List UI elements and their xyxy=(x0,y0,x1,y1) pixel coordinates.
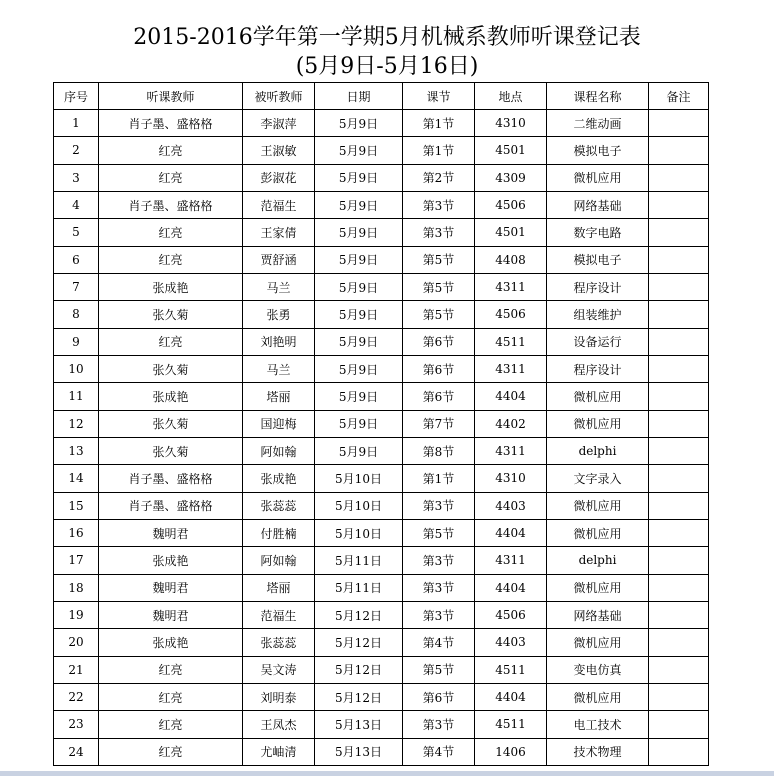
cell-index: 2 xyxy=(54,137,99,164)
cell-teacher: 吴文涛 xyxy=(243,656,315,683)
cell-date: 5月12日 xyxy=(315,629,403,656)
cell-course: 设备运行 xyxy=(547,328,649,355)
cell-observer: 肖子墨、盛格格 xyxy=(99,110,243,137)
cell-course: 文字录入 xyxy=(547,465,649,492)
cell-observer: 红亮 xyxy=(99,219,243,246)
cell-room: 4404 xyxy=(475,683,547,710)
header-cell-observer: 听课教师 xyxy=(99,83,243,110)
cell-room: 4402 xyxy=(475,410,547,437)
cell-index: 24 xyxy=(54,738,99,765)
cell-course: delphi xyxy=(547,437,649,464)
cell-index: 18 xyxy=(54,574,99,601)
cell-room: 4311 xyxy=(475,547,547,574)
cell-observer: 红亮 xyxy=(99,711,243,738)
cell-date: 5月9日 xyxy=(315,137,403,164)
cell-observer: 肖子墨、盛格格 xyxy=(99,465,243,492)
cell-index: 20 xyxy=(54,629,99,656)
cell-index: 19 xyxy=(54,601,99,628)
cell-room: 4506 xyxy=(475,191,547,218)
cell-room: 4506 xyxy=(475,601,547,628)
cell-date: 5月10日 xyxy=(315,492,403,519)
cell-course: 网络基础 xyxy=(547,601,649,628)
cell-remarks xyxy=(649,519,709,546)
table-row xyxy=(54,137,709,164)
cell-course: 电工技术 xyxy=(547,711,649,738)
cell-remarks xyxy=(649,273,709,300)
cell-period: 第5节 xyxy=(403,519,475,546)
cell-course: 组装维护 xyxy=(547,301,649,328)
cell-teacher: 张蕊蕊 xyxy=(243,492,315,519)
cell-teacher: 张蕊蕊 xyxy=(243,629,315,656)
cell-remarks xyxy=(649,410,709,437)
cell-observer: 魏明君 xyxy=(99,519,243,546)
cell-observer: 张成艳 xyxy=(99,383,243,410)
cell-date: 5月9日 xyxy=(315,328,403,355)
cell-period: 第3节 xyxy=(403,547,475,574)
cell-teacher: 刘艳明 xyxy=(243,328,315,355)
cell-course: 程序设计 xyxy=(547,273,649,300)
cell-teacher: 马兰 xyxy=(243,355,315,382)
cell-index: 5 xyxy=(54,219,99,246)
header-row xyxy=(54,83,709,110)
table-row xyxy=(54,547,709,574)
cell-index: 13 xyxy=(54,437,99,464)
cell-teacher: 张勇 xyxy=(243,301,315,328)
cell-remarks xyxy=(649,246,709,273)
cell-remarks xyxy=(649,219,709,246)
cell-observer: 红亮 xyxy=(99,738,243,765)
cell-date: 5月9日 xyxy=(315,110,403,137)
cell-teacher: 王家倩 xyxy=(243,219,315,246)
cell-remarks xyxy=(649,328,709,355)
cell-period: 第2节 xyxy=(403,164,475,191)
cell-room: 4511 xyxy=(475,328,547,355)
cell-observer: 红亮 xyxy=(99,683,243,710)
cell-index: 14 xyxy=(54,465,99,492)
cell-period: 第4节 xyxy=(403,738,475,765)
cell-room: 4511 xyxy=(475,711,547,738)
cell-room: 4403 xyxy=(475,629,547,656)
cell-index: 21 xyxy=(54,656,99,683)
cell-course: 微机应用 xyxy=(547,410,649,437)
cell-index: 17 xyxy=(54,547,99,574)
cell-remarks xyxy=(649,110,709,137)
cell-period: 第6节 xyxy=(403,383,475,410)
header-cell-period: 课节 xyxy=(403,83,475,110)
document-title: 2015-2016学年第一学期5月机械系教师听课登记表 xyxy=(133,25,641,50)
cell-remarks xyxy=(649,137,709,164)
table-row xyxy=(54,110,709,137)
cell-index: 16 xyxy=(54,519,99,546)
table-row xyxy=(54,574,709,601)
window-bottom-edge xyxy=(0,771,774,776)
cell-teacher: 张成艳 xyxy=(243,465,315,492)
cell-observer: 魏明君 xyxy=(99,574,243,601)
cell-period: 第3节 xyxy=(403,219,475,246)
header-cell-index: 序号 xyxy=(54,83,99,110)
cell-observer: 红亮 xyxy=(99,246,243,273)
cell-date: 5月12日 xyxy=(315,601,403,628)
table-row xyxy=(54,191,709,218)
cell-observer: 红亮 xyxy=(99,328,243,355)
cell-period: 第5节 xyxy=(403,246,475,273)
cell-room: 4506 xyxy=(475,301,547,328)
cell-teacher: 范福生 xyxy=(243,191,315,218)
cell-course: 数字电路 xyxy=(547,219,649,246)
cell-course: 微机应用 xyxy=(547,683,649,710)
cell-teacher: 彭淑花 xyxy=(243,164,315,191)
cell-date: 5月9日 xyxy=(315,410,403,437)
cell-observer: 红亮 xyxy=(99,164,243,191)
cell-teacher: 贾舒涵 xyxy=(243,246,315,273)
cell-remarks xyxy=(649,437,709,464)
cell-observer: 张久菊 xyxy=(99,301,243,328)
cell-room: 4310 xyxy=(475,465,547,492)
table-row xyxy=(54,711,709,738)
cell-course: 程序设计 xyxy=(547,355,649,382)
cell-teacher: 国迎梅 xyxy=(243,410,315,437)
cell-observer: 肖子墨、盛格格 xyxy=(99,492,243,519)
table-row xyxy=(54,437,709,464)
cell-index: 8 xyxy=(54,301,99,328)
cell-room: 4311 xyxy=(475,355,547,382)
cell-period: 第8节 xyxy=(403,437,475,464)
header-cell-remarks: 备注 xyxy=(649,83,709,110)
cell-period: 第1节 xyxy=(403,465,475,492)
cell-period: 第1节 xyxy=(403,110,475,137)
cell-remarks xyxy=(649,547,709,574)
cell-remarks xyxy=(649,656,709,683)
cell-period: 第1节 xyxy=(403,137,475,164)
table-row xyxy=(54,492,709,519)
table-row xyxy=(54,355,709,382)
cell-date: 5月13日 xyxy=(315,738,403,765)
cell-index: 7 xyxy=(54,273,99,300)
cell-teacher: 马兰 xyxy=(243,273,315,300)
cell-course: 微机应用 xyxy=(547,629,649,656)
cell-period: 第5节 xyxy=(403,656,475,683)
cell-course: 微机应用 xyxy=(547,383,649,410)
cell-period: 第5节 xyxy=(403,273,475,300)
cell-period: 第5节 xyxy=(403,301,475,328)
cell-period: 第3节 xyxy=(403,711,475,738)
cell-index: 3 xyxy=(54,164,99,191)
cell-room: 4309 xyxy=(475,164,547,191)
cell-room: 4403 xyxy=(475,492,547,519)
cell-period: 第6节 xyxy=(403,328,475,355)
cell-observer: 魏明君 xyxy=(99,601,243,628)
table-row xyxy=(54,383,709,410)
cell-course: 变电仿真 xyxy=(547,656,649,683)
cell-index: 11 xyxy=(54,383,99,410)
table-row xyxy=(54,219,709,246)
cell-observer: 红亮 xyxy=(99,137,243,164)
cell-date: 5月9日 xyxy=(315,437,403,464)
cell-period: 第3节 xyxy=(403,601,475,628)
cell-date: 5月9日 xyxy=(315,164,403,191)
cell-observer: 肖子墨、盛格格 xyxy=(99,191,243,218)
cell-observer: 张久菊 xyxy=(99,355,243,382)
cell-period: 第4节 xyxy=(403,629,475,656)
cell-observer: 张成艳 xyxy=(99,273,243,300)
document-subtitle: (5月9日-5月16日) xyxy=(295,54,479,79)
cell-remarks xyxy=(649,465,709,492)
cell-remarks xyxy=(649,164,709,191)
cell-remarks xyxy=(649,355,709,382)
cell-teacher: 王淑敏 xyxy=(243,137,315,164)
cell-date: 5月9日 xyxy=(315,191,403,218)
cell-course: 微机应用 xyxy=(547,164,649,191)
cell-room: 4311 xyxy=(475,273,547,300)
cell-course: 模拟电子 xyxy=(547,137,649,164)
cell-observer: 张久菊 xyxy=(99,437,243,464)
cell-index: 9 xyxy=(54,328,99,355)
cell-remarks xyxy=(649,601,709,628)
header-cell-teacher: 被听教师 xyxy=(243,83,315,110)
cell-period: 第3节 xyxy=(403,492,475,519)
cell-remarks xyxy=(649,301,709,328)
header-cell-room: 地点 xyxy=(475,83,547,110)
cell-course: 模拟电子 xyxy=(547,246,649,273)
cell-teacher: 塔丽 xyxy=(243,574,315,601)
table-body xyxy=(54,110,709,766)
table-row xyxy=(54,301,709,328)
cell-room: 4311 xyxy=(475,437,547,464)
cell-teacher: 阿如翰 xyxy=(243,437,315,464)
cell-remarks xyxy=(649,711,709,738)
cell-teacher: 范福生 xyxy=(243,601,315,628)
cell-period: 第6节 xyxy=(403,683,475,710)
cell-remarks xyxy=(649,191,709,218)
cell-date: 5月9日 xyxy=(315,383,403,410)
cell-course: 技术物理 xyxy=(547,738,649,765)
cell-date: 5月9日 xyxy=(315,219,403,246)
cell-index: 15 xyxy=(54,492,99,519)
cell-date: 5月11日 xyxy=(315,574,403,601)
cell-observer: 张久菊 xyxy=(99,410,243,437)
cell-date: 5月9日 xyxy=(315,273,403,300)
cell-teacher: 尤岫清 xyxy=(243,738,315,765)
cell-teacher: 刘明泰 xyxy=(243,683,315,710)
cell-date: 5月12日 xyxy=(315,656,403,683)
cell-index: 22 xyxy=(54,683,99,710)
table-row xyxy=(54,246,709,273)
cell-teacher: 李淑萍 xyxy=(243,110,315,137)
cell-index: 4 xyxy=(54,191,99,218)
table-row xyxy=(54,601,709,628)
table-row xyxy=(54,273,709,300)
cell-remarks xyxy=(649,574,709,601)
cell-remarks xyxy=(649,738,709,765)
cell-course: 微机应用 xyxy=(547,492,649,519)
cell-observer: 张成艳 xyxy=(99,547,243,574)
cell-room: 4408 xyxy=(475,246,547,273)
cell-remarks xyxy=(649,383,709,410)
cell-room: 4501 xyxy=(475,137,547,164)
table-row xyxy=(54,683,709,710)
cell-period: 第7节 xyxy=(403,410,475,437)
table-row xyxy=(54,629,709,656)
cell-index: 10 xyxy=(54,355,99,382)
header-cell-course: 课程名称 xyxy=(547,83,649,110)
cell-date: 5月9日 xyxy=(315,246,403,273)
cell-remarks xyxy=(649,683,709,710)
cell-room: 4310 xyxy=(475,110,547,137)
cell-room: 4404 xyxy=(475,383,547,410)
cell-date: 5月9日 xyxy=(315,355,403,382)
cell-observer: 红亮 xyxy=(99,656,243,683)
table-row xyxy=(54,164,709,191)
table-row xyxy=(54,519,709,546)
cell-teacher: 阿如翰 xyxy=(243,547,315,574)
cell-teacher: 付胜楠 xyxy=(243,519,315,546)
cell-teacher: 王凤杰 xyxy=(243,711,315,738)
cell-room: 1406 xyxy=(475,738,547,765)
cell-course: 微机应用 xyxy=(547,519,649,546)
cell-room: 4404 xyxy=(475,519,547,546)
cell-course: 微机应用 xyxy=(547,574,649,601)
cell-date: 5月10日 xyxy=(315,519,403,546)
cell-observer: 张成艳 xyxy=(99,629,243,656)
cell-teacher: 塔丽 xyxy=(243,383,315,410)
table-row xyxy=(54,328,709,355)
table-row xyxy=(54,738,709,765)
cell-room: 4501 xyxy=(475,219,547,246)
lecture-attendance-table xyxy=(53,82,709,766)
header-cell-date: 日期 xyxy=(315,83,403,110)
cell-course: 二维动画 xyxy=(547,110,649,137)
table-row xyxy=(54,656,709,683)
cell-date: 5月10日 xyxy=(315,465,403,492)
cell-date: 5月11日 xyxy=(315,547,403,574)
cell-period: 第6节 xyxy=(403,355,475,382)
cell-index: 6 xyxy=(54,246,99,273)
table-row xyxy=(54,410,709,437)
cell-date: 5月12日 xyxy=(315,683,403,710)
cell-remarks xyxy=(649,629,709,656)
cell-room: 4511 xyxy=(475,656,547,683)
cell-remarks xyxy=(649,492,709,519)
cell-index: 1 xyxy=(54,110,99,137)
cell-course: 网络基础 xyxy=(547,191,649,218)
cell-course: delphi xyxy=(547,547,649,574)
cell-index: 23 xyxy=(54,711,99,738)
cell-index: 12 xyxy=(54,410,99,437)
cell-room: 4404 xyxy=(475,574,547,601)
cell-date: 5月13日 xyxy=(315,711,403,738)
cell-period: 第3节 xyxy=(403,191,475,218)
table-row xyxy=(54,465,709,492)
cell-period: 第3节 xyxy=(403,574,475,601)
cell-date: 5月9日 xyxy=(315,301,403,328)
